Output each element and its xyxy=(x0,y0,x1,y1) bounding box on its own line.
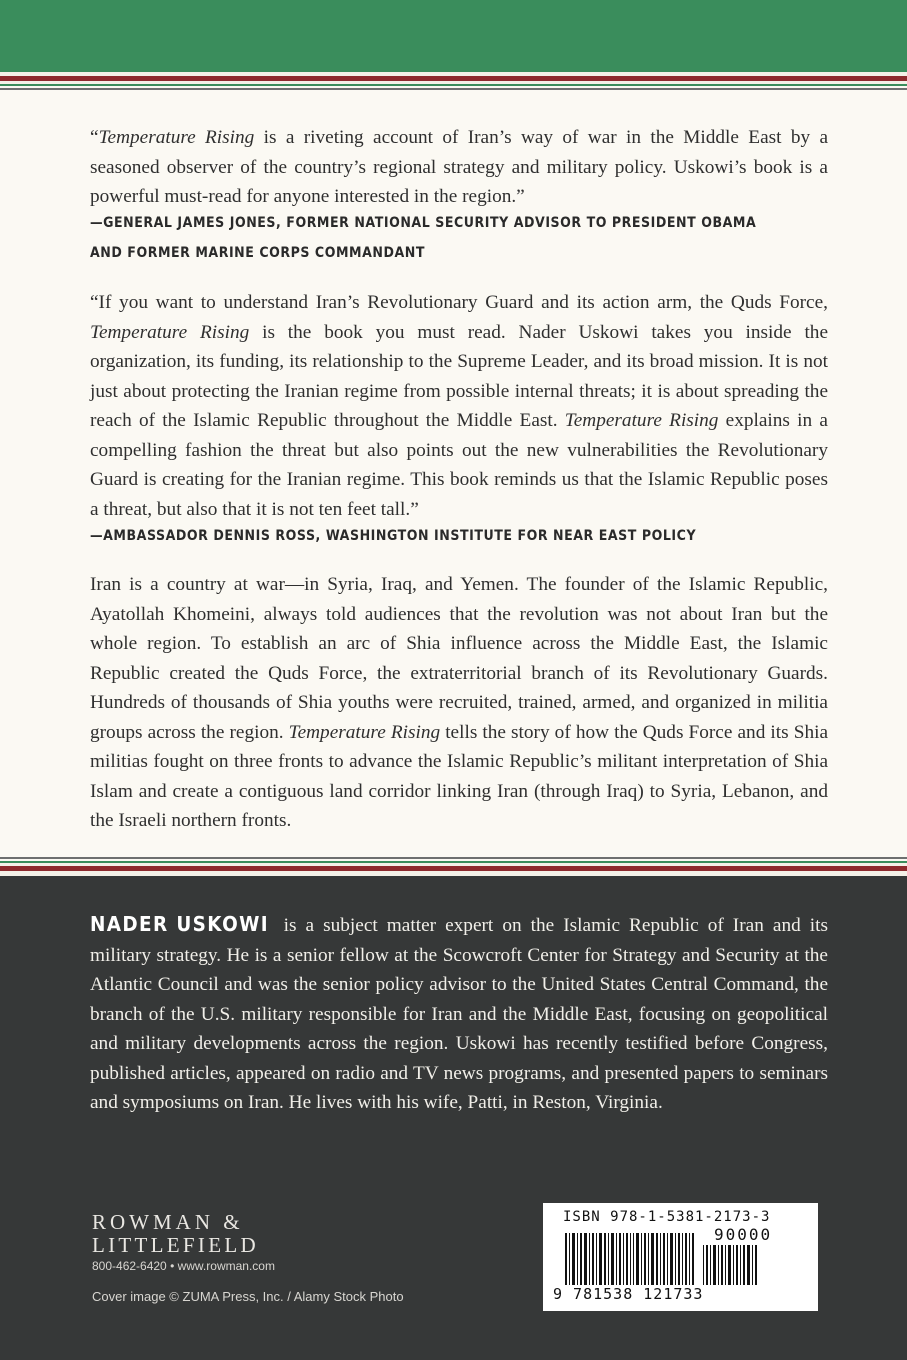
author-name: NADER USKOWI xyxy=(90,912,270,936)
quote-2-text: “If you want to understand Iran’s Revolutionary Guard and its action arm, the Quds Force, Temperature Rising is the book you must read. Nader Uskowi takes you inside the organization, its funding, its relationship to the Supreme Leader, and its broad mission. It is not just about protecting the Iranian regime from possible internal threats; it is about spreading the reach of the Islamic Republic throughout the Middle East. Temperature Rising explains in a compelling fashion the threat but also points out the new vulnerabilities the Revolutionary Guard is creating for the Iranian regime. This book reminds us that the Islamic Republic poses a threat, but also that it is not ten feet tall.” xyxy=(90,292,829,520)
publisher-name-line1: ROWMAN & xyxy=(92,1210,244,1234)
author-bio: NADER USKOWI is a subject matter expert on the Islamic Republic of Iran and its military strategy. He is a senior fellow at the Scowcroft Center for Strategy and Security at the Atlantic Council and was the senior policy advisor to the United States Central Command, the branch of the U.S. military responsible for Iran and the Middle East, focusing on geopolitical and military developments across the region. Uskowi has recently testified before Congress, published articles, appeared on radio and TV news programs, and presented papers to seminars and symposiums on Iran. He lives with his wife, Patti, in Reston, Virginia. xyxy=(90,912,828,1113)
isbn-barcode xyxy=(543,1203,818,1311)
quote-2-attribution: —AMBASSADOR DENNIS ROSS, WASHINGTON INSTITUTE FOR NEAR EAST POLICY xyxy=(90,528,697,544)
bottom-stripe-gray xyxy=(0,857,907,859)
quote-1-text: “Temperature Rising is a riveting account of Iran’s way of war in the Middle East by a seasoned observer of the country’s regional strategy and military policy. Uskowi’s book is a powerful must-read for anyone interested in the region.” xyxy=(90,127,828,207)
publisher-contact: 800-462-6420 • www.rowman.com xyxy=(92,1259,275,1273)
ean-digits: 9 781538 121733 xyxy=(553,1285,704,1303)
addon-bars xyxy=(703,1245,757,1285)
top-stripe-gray xyxy=(0,88,907,90)
price-code: 90000 xyxy=(711,1225,775,1244)
top-green-band xyxy=(0,0,907,72)
book-description: Iran is a country at war—in Syria, Iraq, and Yemen. The founder of the Islamic Republic, Ayatollah Khomeini, always told audiences that the revolution was not about Iran but the whole region. To establish an arc of Shia influence across the Middle East, the Islamic Republic created the Quds Force, the extraterritorial branch of its Revolutionary Guards. Hundreds of thousands of Shia youths were recruited, trained, armed, and organized in militia groups across the region. Temperature Rising tells the story of how the Quds Force and its Shia militias fought on three fronts to advance the Islamic Republic’s militant interpretation of Shia Islam and create a contiguous land corridor linking Iran (through Iraq) to Syria, Lebanon, and the Israeli northern fronts. xyxy=(90,574,828,831)
publisher-name-line2: LITTLEFIELD xyxy=(92,1233,259,1257)
quote-1-attribution-line2: AND FORMER MARINE CORPS COMMANDANT xyxy=(90,245,426,261)
isbn-number: ISBN 978-1-5381-2173-3 xyxy=(563,1209,771,1225)
cover-credit: Cover image © ZUMA Press, Inc. / Alamy Stock Photo xyxy=(92,1289,404,1304)
top-stripe-green xyxy=(0,84,907,86)
quote-1-attribution-line1: —GENERAL JAMES JONES, FORMER NATIONAL SECURITY ADVISOR TO PRESIDENT OBAMA xyxy=(90,215,757,231)
